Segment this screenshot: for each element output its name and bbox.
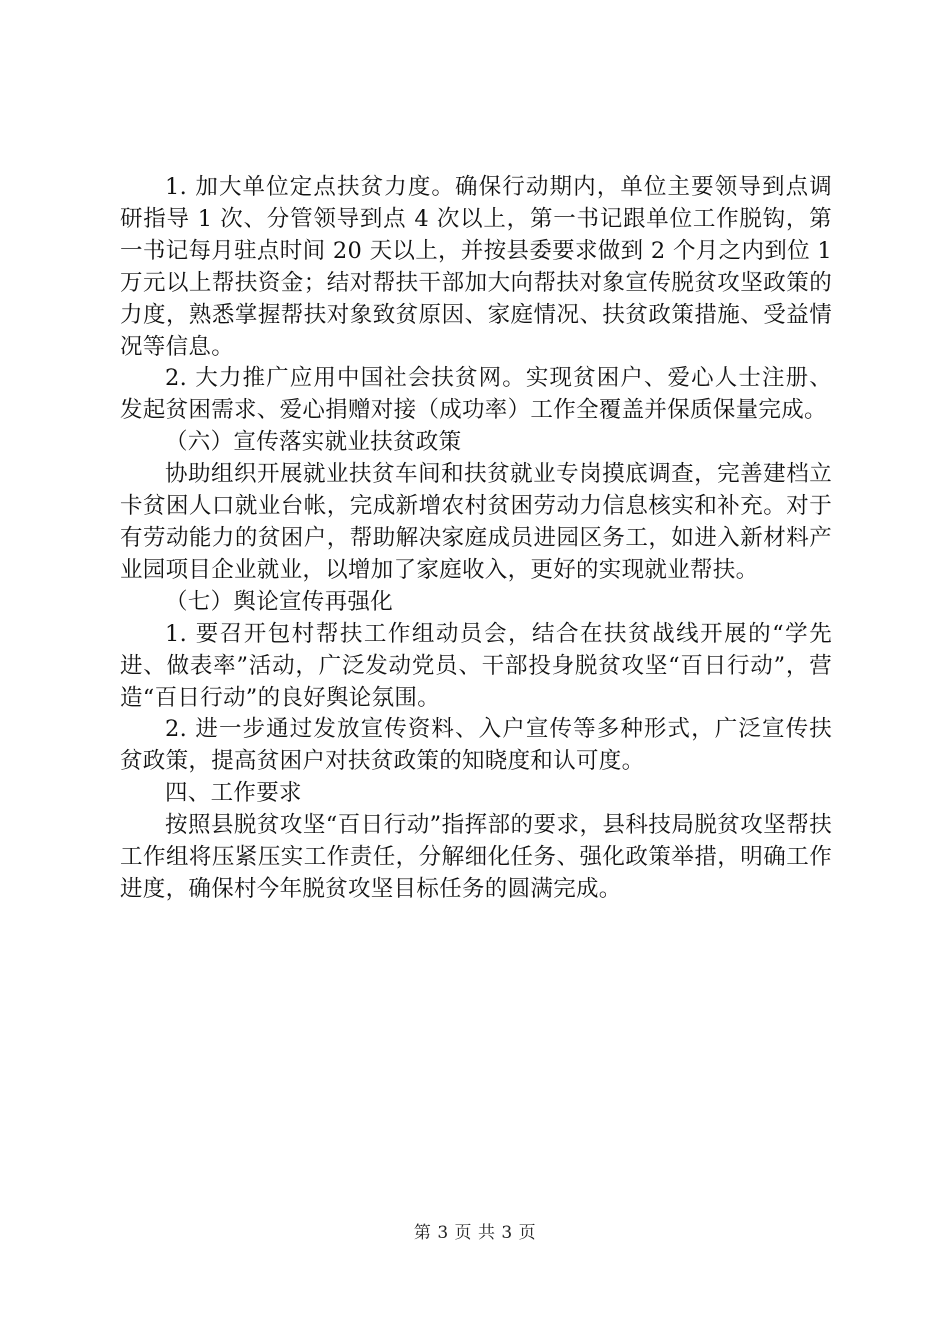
paragraph-publicity-materials: 2. 进一步通过发放宣传资料、入户宣传等多种形式，广泛宣传扶贫政策，提高贫困户对扶贫政策的知晓度和认可度。 <box>120 716 832 775</box>
section-heading-employment-policy: （六）宣传落实就业扶贫政策 <box>165 429 462 456</box>
section-heading-public-opinion: （七）舆论宣传再强化 <box>165 588 394 615</box>
section-heading-work-requirements: 四、工作要求 <box>165 780 302 807</box>
paragraph-employment-survey: 协助组织开展就业扶贫车间和扶贫就业专岗摸底调查，完善建档立卡贫困人口就业台帐，完成新增农村贫困劳动力信息核实和补充。对于有劳动能力的贫困户，帮助解决家庭成员进园区务工，如进入新材料产业园项目企业就业，以增加了家庭收入，更好的实现就业帮扶。 <box>120 461 832 583</box>
paragraph-unit-poverty-alleviation: 1. 加大单位定点扶贫力度。确保行动期内，单位主要领导到点调研指导 1 次、分管领导到点 4 次以上，第一书记跟单位工作脱钩，第一书记每月驻点时间 20 天以上，并按县委要求做到 2 个月之内到位 1 万元以上帮扶资金；结对帮扶干部加大向帮扶对象宣传脱贫攻坚政策的力度，熟悉掌握帮扶对象致贫原因、家庭情况、扶贫政策措施、受益情况等信息。 <box>120 174 832 360</box>
paragraph-work-requirements: 按照县脱贫攻坚“百日行动”指挥部的要求，县科技局脱贫攻坚帮扶工作组将压紧压实工作责任，分解细化任务、强化政策举措，明确工作进度，确保村今年脱贫攻坚目标任务的圆满完成。 <box>120 812 832 902</box>
paragraph-mobilization-meeting: 1. 要召开包村帮扶工作组动员会，结合在扶贫战线开展的“学先进、做表率”活动，广泛发动党员、干部投身脱贫攻坚“百日行动”，营造“百日行动”的良好舆论氛围。 <box>120 620 832 711</box>
document-body <box>120 172 832 906</box>
paragraph-social-poverty-network: 2. 大力推广应用中国社会扶贫网。实现贫困户、爱心人士注册、发起贫困需求、爱心捐赠对接（成功率）工作全覆盖并保质保量完成。 <box>120 365 832 424</box>
page-number-footer: 第 3 页 共 3 页 <box>413 1223 537 1243</box>
